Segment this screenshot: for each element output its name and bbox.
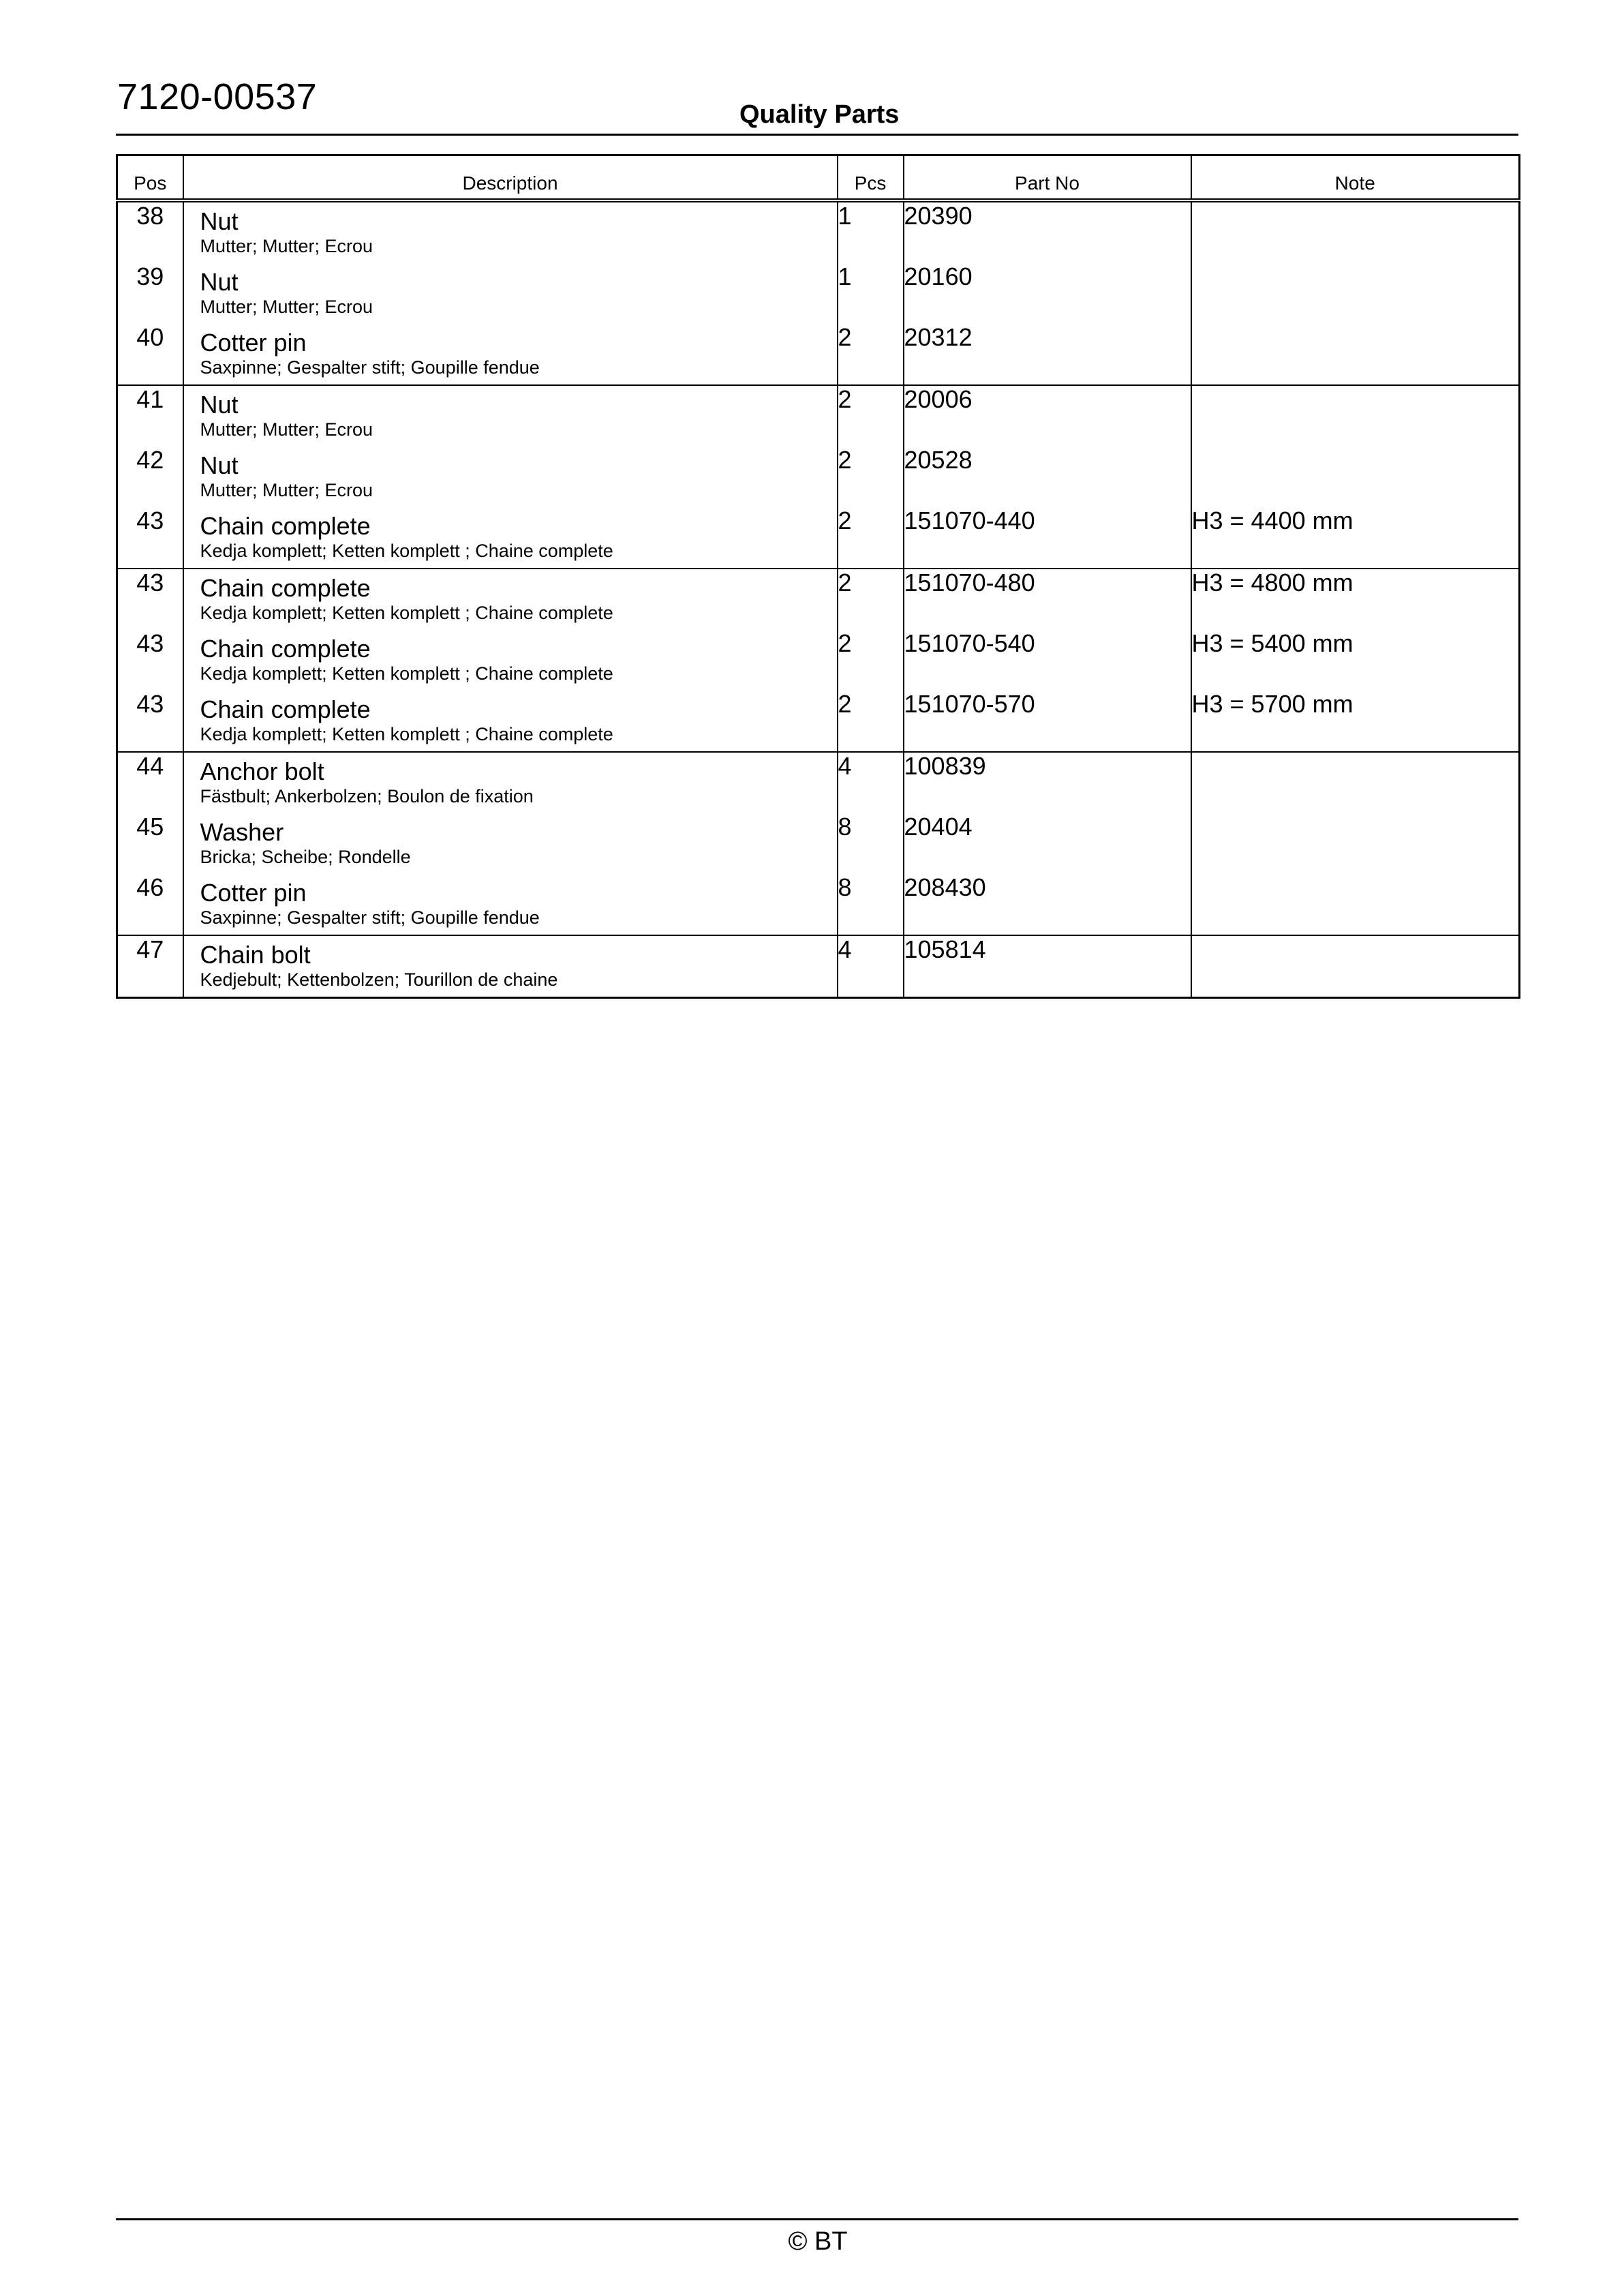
cell-pcs: 2 (838, 630, 904, 691)
cell-pcs: 2 (838, 385, 904, 447)
cell-note: H3 = 4400 mm (1191, 507, 1520, 569)
cell-note: H3 = 5700 mm (1191, 691, 1520, 752)
description-text: Washer (200, 818, 284, 846)
header-rule (116, 134, 1518, 136)
table-row (117, 874, 1520, 935)
description-text: Chain complete (200, 574, 371, 602)
cell-pcs: 2 (838, 447, 904, 507)
cell-pos: 42 (117, 447, 183, 507)
cell-description (183, 630, 838, 691)
description-translation: Kedja komplett; Ketten komplett ; Chaine complete (200, 663, 613, 684)
cell-note (1191, 813, 1520, 874)
description-translation: Bricka; Scheibe; Rondelle (200, 847, 411, 867)
description-text: Cotter pin (200, 879, 307, 907)
description-translation: Mutter; Mutter; Ecrou (200, 297, 373, 317)
document-number: 7120-00537 (117, 76, 318, 117)
cell-pos: 43 (117, 691, 183, 752)
cell-description (183, 569, 838, 630)
description-translation: Kedjebult; Kettenbolzen; Tourillon de chaine (200, 969, 558, 990)
table-row (117, 752, 1520, 813)
table-row (117, 630, 1520, 691)
table-row (117, 935, 1520, 998)
cell-part-no: 20528 (904, 447, 1191, 507)
table-row (117, 200, 1520, 263)
copyright-notice: © BT (788, 2227, 848, 2256)
cell-description (183, 263, 838, 324)
table-row (117, 263, 1520, 324)
cell-pcs: 1 (838, 200, 904, 263)
description-text: Anchor bolt (200, 757, 324, 785)
cell-part-no: 100839 (904, 752, 1191, 813)
cell-description (183, 324, 838, 385)
cell-note: H3 = 5400 mm (1191, 629, 1353, 657)
cell-pos: 40 (117, 324, 183, 385)
description-translation: Kedja komplett; Ketten komplett ; Chaine complete (200, 541, 613, 561)
cell-description (183, 935, 838, 998)
cell-description (183, 447, 838, 507)
description-translation: Mutter; Mutter; Ecrou (200, 480, 373, 500)
cell-note (1191, 385, 1520, 447)
column-header-part-no: Part No (904, 155, 1191, 201)
description-translation: Fästbult; Ankerbolzen; Boulon de fixation (200, 786, 534, 806)
cell-part-no: 20312 (904, 324, 1191, 385)
cell-description (183, 813, 838, 874)
description-text: Nut (200, 391, 239, 419)
cell-note: H3 = 4800 mm (1191, 569, 1353, 596)
cell-pos: 43 (117, 569, 183, 630)
cell-pcs: 8 (838, 813, 904, 874)
cell-part-no: 151070-540 (904, 630, 1191, 691)
cell-note (1191, 752, 1520, 813)
description-text: Cotter pin (200, 329, 307, 357)
column-header-pcs: Pcs (838, 155, 904, 201)
cell-pcs: 2 (838, 691, 904, 752)
cell-description (183, 874, 838, 935)
description-text: Chain complete (200, 635, 371, 663)
cell-pcs: 1 (838, 263, 904, 324)
cell-part-no: 151070-570 (904, 691, 1191, 752)
cell-description (183, 200, 838, 263)
description-translation: Mutter; Mutter; Ecrou (200, 236, 373, 256)
footer-rule (116, 2218, 1518, 2220)
table-row (117, 691, 1520, 752)
cell-note (1191, 935, 1520, 998)
table-row (117, 813, 1520, 874)
cell-part-no: 20160 (904, 263, 1191, 324)
cell-pos: 43 (117, 630, 183, 691)
table-header-row (117, 155, 1520, 201)
cell-part-no: 208430 (904, 874, 1191, 935)
column-header-pos: Pos (117, 155, 183, 201)
cell-pos: 41 (117, 385, 183, 447)
table-row (117, 385, 1520, 447)
cell-description (183, 385, 838, 447)
cell-pos: 45 (117, 813, 183, 874)
cell-pos: 39 (117, 263, 183, 324)
cell-pos: 43 (117, 507, 183, 569)
cell-part-no: 20390 (904, 200, 1191, 263)
description-translation: Saxpinne; Gespalter stift; Goupille fendue (200, 907, 540, 928)
page-title: Quality Parts (739, 100, 900, 129)
cell-note (1191, 447, 1520, 507)
column-header-description: Description (183, 155, 838, 201)
cell-part-no: 151070-480 (904, 569, 1191, 630)
cell-pcs: 4 (838, 935, 904, 998)
cell-note (1191, 874, 1520, 935)
column-header-note: Note (1191, 155, 1520, 201)
table-row (117, 324, 1520, 385)
description-text: Nut (200, 207, 239, 235)
table-row (117, 447, 1520, 507)
description-translation: Kedja komplett; Ketten komplett ; Chaine complete (200, 724, 613, 744)
table-row (117, 569, 1520, 630)
cell-pcs: 2 (838, 507, 904, 569)
cell-note (1191, 200, 1520, 263)
cell-part-no: 20006 (904, 385, 1191, 447)
cell-pos: 46 (117, 874, 183, 935)
cell-pcs: 4 (838, 752, 904, 813)
cell-part-no: 20404 (904, 813, 1191, 874)
description-text: Chain complete (200, 695, 371, 723)
cell-pcs: 2 (838, 569, 904, 630)
cell-pcs: 2 (838, 324, 904, 385)
cell-pos: 44 (117, 752, 183, 813)
cell-note (1191, 263, 1520, 324)
description-text: Chain complete (200, 512, 371, 540)
table-row (117, 507, 1520, 569)
parts-table (116, 154, 1520, 999)
cell-description (183, 752, 838, 813)
cell-description (183, 691, 838, 752)
cell-part-no: 105814 (904, 935, 1191, 998)
description-translation: Kedja komplett; Ketten komplett ; Chaine complete (200, 603, 613, 623)
cell-description (183, 507, 838, 569)
description-text: Nut (200, 451, 239, 479)
description-text: Chain bolt (200, 941, 311, 969)
cell-pcs: 8 (838, 874, 904, 935)
cell-pos: 47 (117, 935, 183, 998)
description-translation: Mutter; Mutter; Ecrou (200, 419, 373, 440)
cell-pos: 38 (117, 200, 183, 263)
cell-note (1191, 324, 1520, 385)
description-text: Nut (200, 268, 239, 296)
cell-part-no: 151070-440 (904, 507, 1191, 569)
description-translation: Saxpinne; Gespalter stift; Goupille fendue (200, 357, 540, 378)
